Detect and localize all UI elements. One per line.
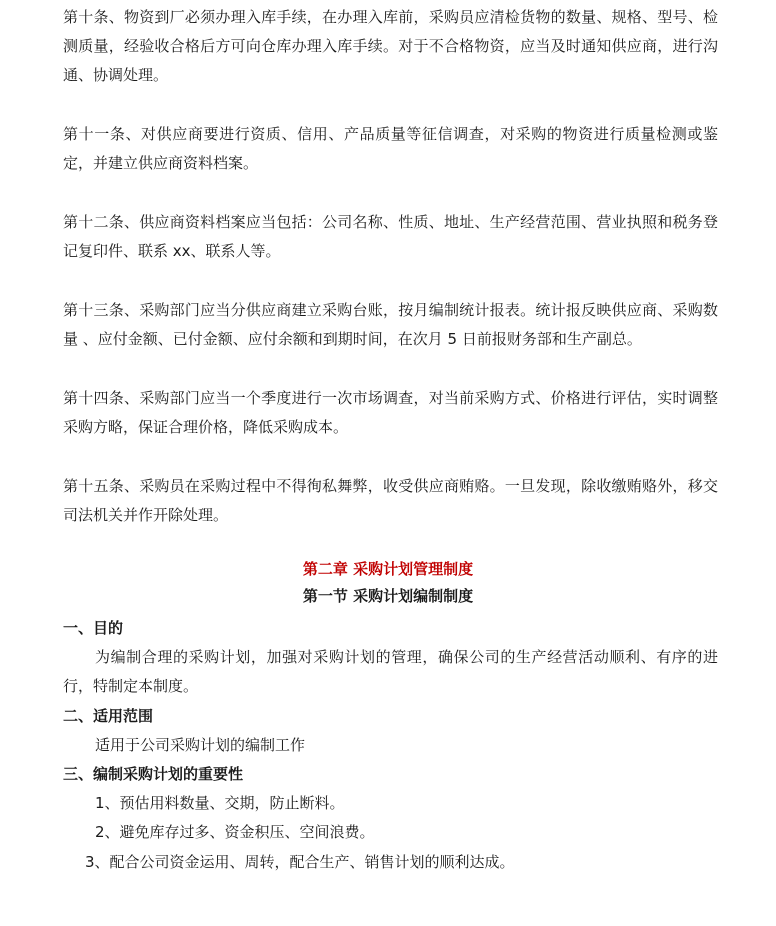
chapter-title: 第二章 采购计划管理制度 [302, 560, 474, 578]
scope-body: 适用于公司采购计划的编制工作 [95, 736, 306, 754]
article-10: 第十条、物资到厂必须办理入库手续，在办理入库前，采购员应清检货物的数量、规格、型号、检测质量，经验收合格后方可向仓库办理入库手续。对于不合格物资，应当及时通知供应商，进行沟通、协调处理。 [63, 8, 718, 84]
importance-item-3: 3、配合公司资金运用、周转，配合生产、销售计划的顺利达成。 [85, 853, 515, 871]
article-12: 第十二条、供应商资料档案应当包括：公司名称、性质、地址、生产经营范围、营业执照和税务登记复印件、联系 xx、联系人等。 [63, 213, 718, 260]
importance-heading: 三、编制采购计划的重要性 [63, 765, 244, 783]
purpose-body: 为编制合理的采购计划，加强对采购计划的管理，确保公司的生产经营活动顺利、有序的进行，特制定本制度。 [63, 648, 718, 695]
article-15: 第十五条、采购员在采购过程中不得徇私舞弊，收受供应商贿赂。一旦发现，除收缴贿赂外，移交司法机关并作开除处理。 [63, 477, 718, 524]
importance-item-1: 1、预估用料数量、交期，防止断料。 [95, 794, 345, 812]
scope-heading: 二、适用范围 [63, 707, 154, 725]
article-11: 第十一条、对供应商要进行资质、信用、产品质量等征信调查，对采购的物资进行质量检测或鉴定，并建立供应商资料档案。 [63, 125, 718, 172]
purpose-heading: 一、目的 [63, 619, 124, 637]
importance-item-2: 2、避免库存过多、资金积压、空间浪费。 [95, 823, 375, 841]
article-14: 第十四条、采购部门应当一个季度进行一次市场调查，对当前采购方式、价格进行评估，实时调整采购方略，保证合理价格，降低采购成本。 [63, 389, 718, 436]
article-13: 第十三条、采购部门应当分供应商建立采购台账，按月编制统计报表。统计报反映供应商、采购数量 、应付金额、已付金额、应付余额和到期时间，在次月 5 日前报财务部和生产副总。 [63, 301, 718, 348]
section-title: 第一节 采购计划编制制度 [302, 587, 474, 605]
